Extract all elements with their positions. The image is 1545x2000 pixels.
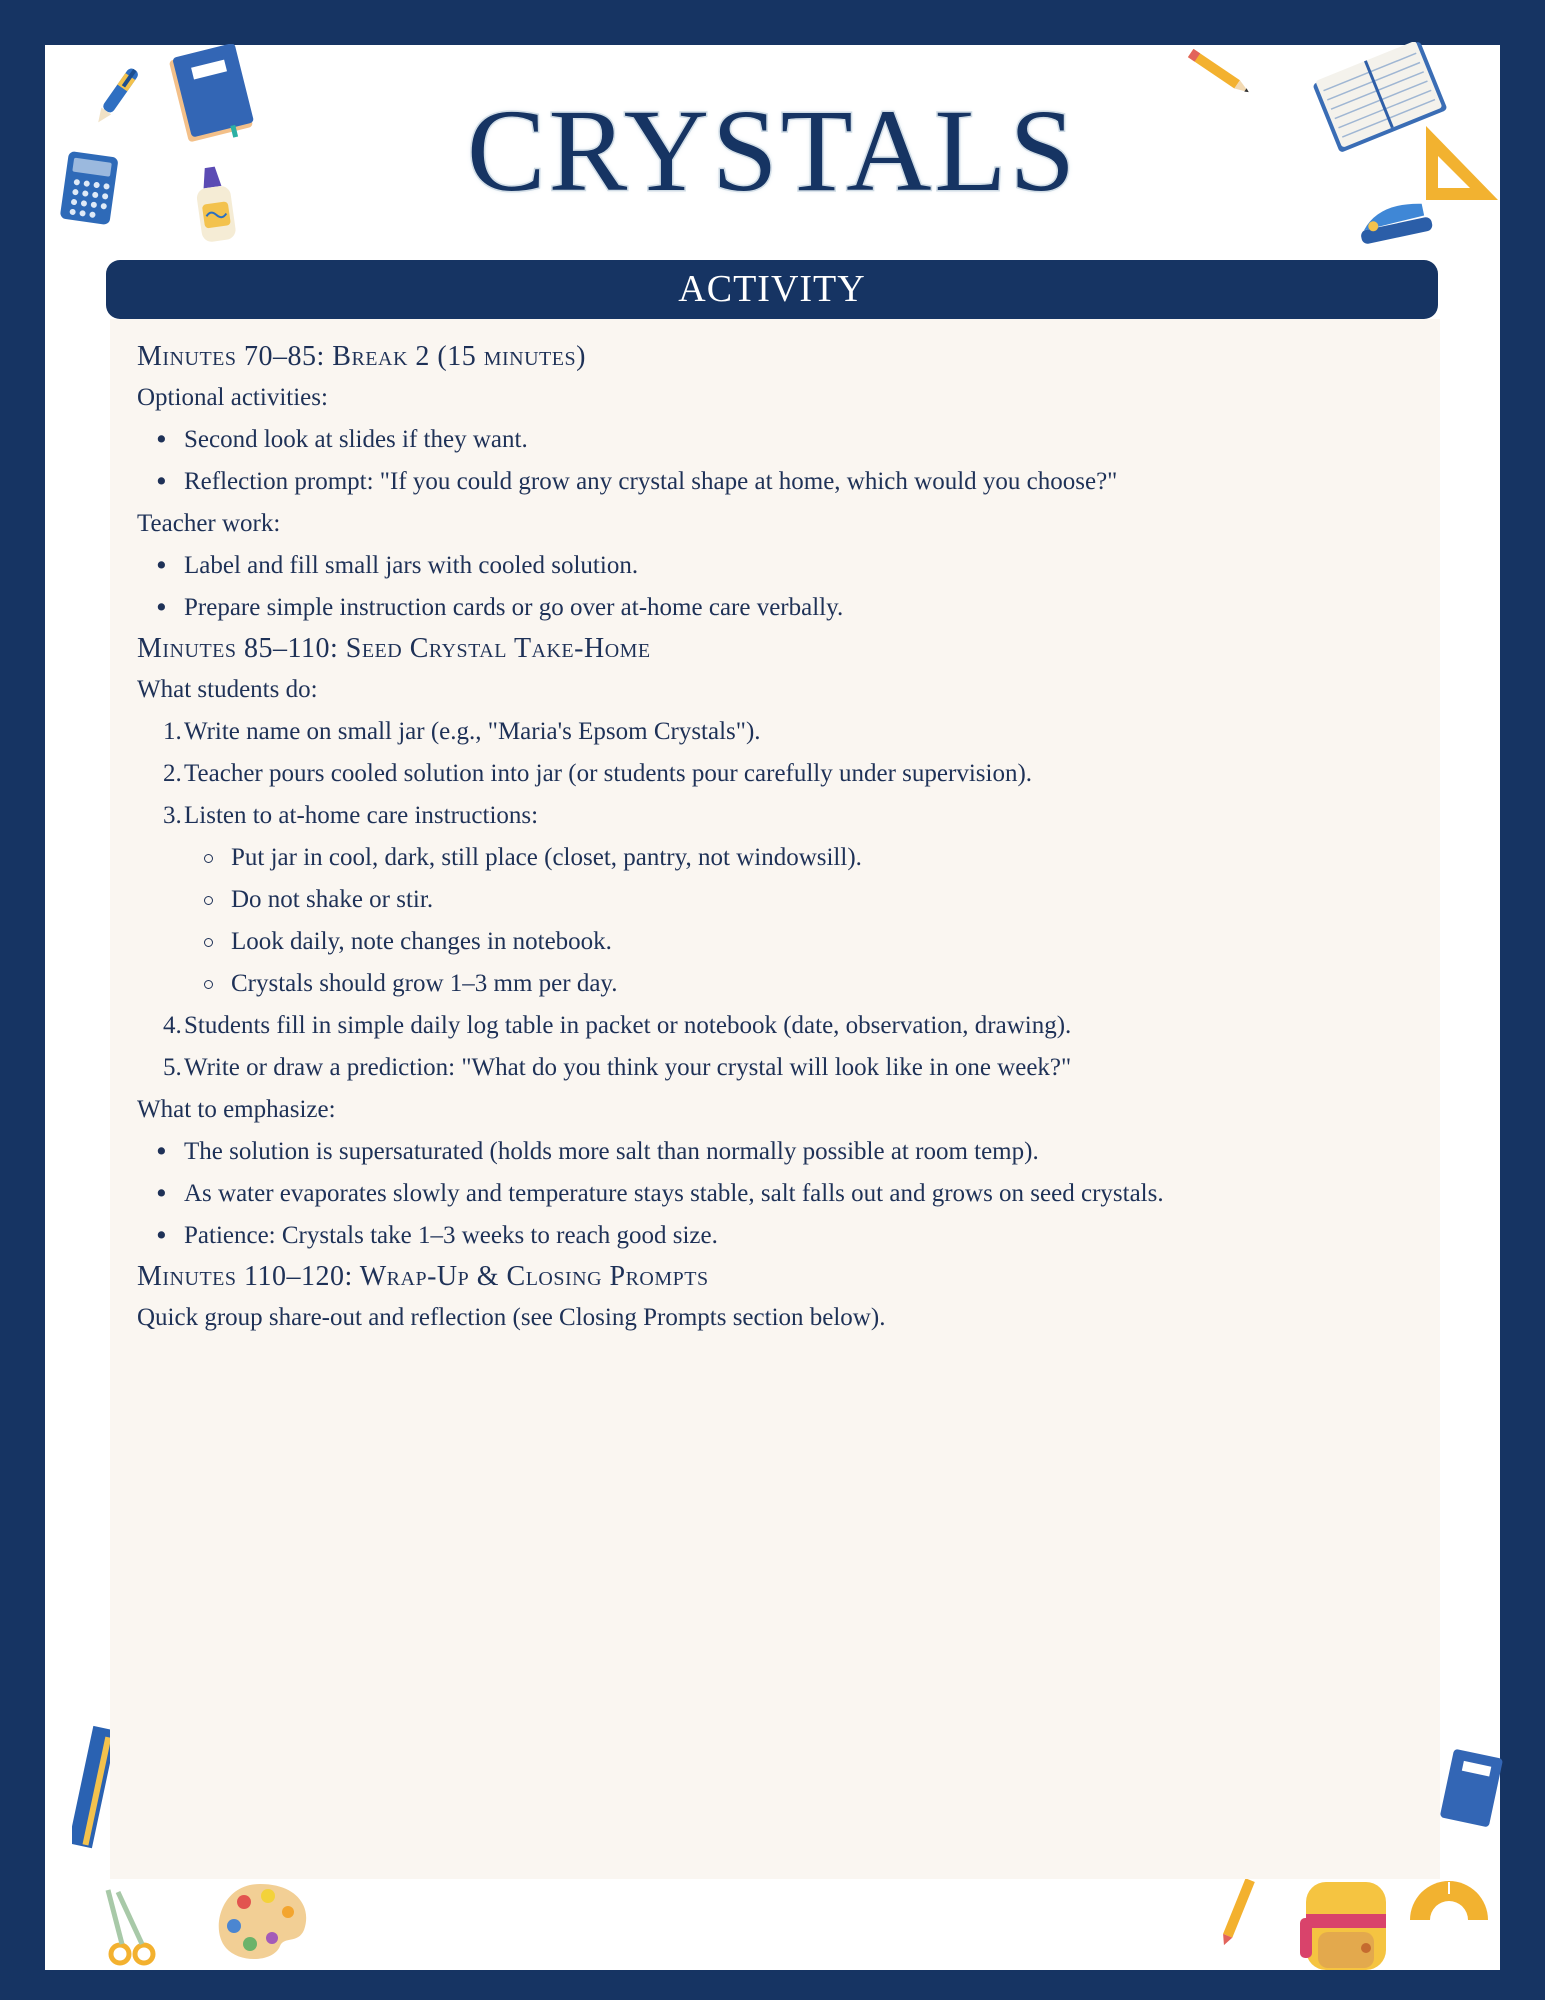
step-text: Write name on small jar (e.g., "Maria's Epsom Crystals"). <box>184 718 761 745</box>
list-item <box>137 753 1414 795</box>
step-text: Listen to at-home care instructions: <box>184 802 539 829</box>
paint-palette-icon <box>210 1878 314 1966</box>
students-label: What students do: <box>137 676 318 703</box>
list-item: • Patience: Crystals take 1–3 weeks to reach good size. <box>137 1215 1414 1257</box>
list-item: • Prepare simple instruction cards or go over at-home care verbally. <box>137 587 1414 629</box>
steps-list-continued <box>137 1005 1414 1089</box>
section-heading: Minutes 110–120: Wrap-Up & Closing Prompts <box>137 1261 709 1292</box>
page-title: CRYSTALS <box>466 85 1079 216</box>
book-icon <box>72 1725 112 1855</box>
pencil-icon <box>1218 1878 1258 1948</box>
step-number: 3. <box>163 802 182 829</box>
section-heading: Minutes 85–110: Seed Crystal Take-Home <box>137 633 651 664</box>
optional-label: Optional activities: <box>137 384 328 411</box>
step-number: 2. <box>163 760 182 787</box>
section-heading: Minutes 70–85: Break 2 (15 minutes) <box>137 341 586 372</box>
teacher-label: Teacher work: <box>137 510 281 537</box>
optional-list <box>137 419 1414 503</box>
closing-text: Quick group share-out and reflection (see Closing Prompts section below). <box>137 1304 886 1331</box>
scissors-icon <box>98 1880 168 1970</box>
emphasize-list <box>137 1131 1414 1257</box>
list-item: Put jar in cool, dark, still place (closet, pantry, not windowsill). <box>137 837 1414 879</box>
emphasize-label: What to emphasize: <box>137 1096 336 1123</box>
backpack-icon <box>1296 1878 1398 1970</box>
list-item: • Reflection prompt: "If you could grow any crystal shape at home, which would you choose?" <box>137 461 1414 503</box>
list-item: Look daily, note changes in notebook. <box>137 921 1414 963</box>
section-banner: ACTIVITY <box>106 260 1438 319</box>
activity-panel <box>110 319 1440 1879</box>
list-item: Do not shake or stir. <box>137 879 1414 921</box>
care-list <box>137 837 1414 1005</box>
list-item <box>137 711 1414 753</box>
step-number: 5. <box>163 1054 182 1081</box>
step-text: Teacher pours cooled solution into jar (or students pour carefully under supervision). <box>184 760 1033 787</box>
list-item: • As water evaporates slowly and temperature stays stable, salt falls out and grows on seed crystals. <box>137 1173 1414 1215</box>
step-number: 1. <box>163 718 182 745</box>
step-text: Write or draw a prediction: "What do you think your crystal will look like in one week?" <box>184 1054 1072 1081</box>
list-item: • Second look at slides if they want. <box>137 419 1414 461</box>
list-item: • The solution is supersaturated (holds more salt than normally possible at room temp). <box>137 1131 1414 1173</box>
list-item <box>137 1005 1414 1047</box>
teacher-list <box>137 545 1414 629</box>
book-icon <box>1436 1745 1506 1835</box>
list-item: • Label and fill small jars with cooled solution. <box>137 545 1414 587</box>
step-text: Students fill in simple daily log table in packet or notebook (date, observation, drawing). <box>184 1012 1072 1039</box>
steps-list <box>137 711 1414 837</box>
list-item: Crystals should grow 1–3 mm per day. <box>137 963 1414 1005</box>
list-item <box>137 795 1414 837</box>
protractor-icon <box>1406 1872 1492 1926</box>
list-item <box>137 1047 1414 1089</box>
step-number: 4. <box>163 1012 182 1039</box>
